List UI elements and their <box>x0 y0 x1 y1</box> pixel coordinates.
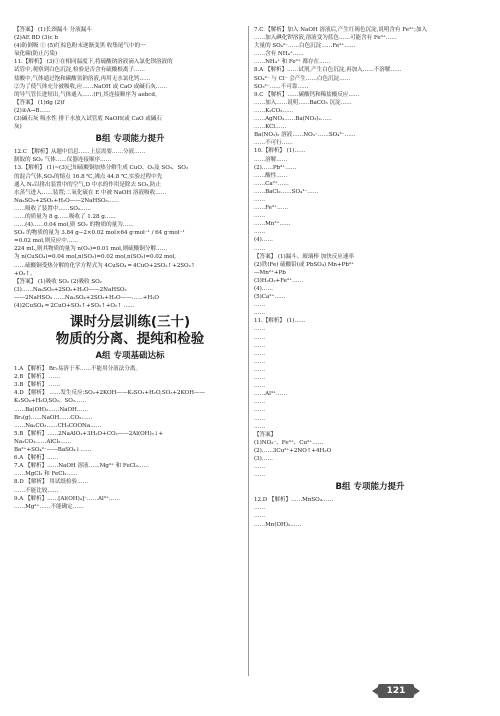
text-line: SO₃²⁻……不可靠…… <box>254 83 309 90</box>
text-line: 2.B 【解析】 …… <box>14 374 61 381</box>
text-line: 7.C 【解析】加入 NaOH 溶液后,产生红褐色沉淀,说明含有 Fe³⁺;加入 <box>254 27 428 33</box>
text-line: …… <box>254 375 266 382</box>
text-line: ②为了使气体充分被吸收,应……NaOH 或 CaO 或碱石灰…… <box>14 83 167 90</box>
right-column <box>254 26 486 529</box>
text-line: …… <box>254 415 266 422</box>
text-line: …… <box>254 310 266 317</box>
text-line: 6.A 【解析】…… <box>14 455 59 462</box>
text-line: 【答案】 (1)dg (2)f <box>14 99 65 106</box>
text-line: ……Fe²⁺…… <box>254 205 289 212</box>
text-line: 9.A 【解析】……[Al(OH)₄]⁻……Al³⁺…… <box>14 495 120 502</box>
text-line: ……不能比较…… <box>14 487 59 494</box>
lesson-subtitle: 物质的分离、提纯和检验 <box>55 331 205 348</box>
page-number: 121 <box>378 684 414 698</box>
text-line: 为 n(CuSO₄)=0.04 mol,n(SO₂)=0.02 mol,n(SO₃)=0.02 mol, <box>14 254 177 261</box>
text-line: ……KCl…… <box>254 124 287 131</box>
text-line: 的导气管长进短出,气体通入……(F),其连接顺序为 aebcd。 <box>14 91 161 98</box>
text-line: ……Ba(OH)₂……NaOH…… <box>14 406 88 413</box>
text-line: (2)②A→B…… <box>14 107 51 114</box>
section-heading-b-group-2: B组 专项能力提升 <box>335 482 405 493</box>
text-line: ……AgNO₃……Ba(NO₃)₂…… <box>254 116 332 123</box>
text-line: Na₂SO₃+2SO₂+H₂O——2NaHSO₃…… <box>14 197 119 204</box>
text-line: 5.B 【解析】……2NaAlO₂+3H₂O+CO₂——2Al(OH)₃↓+ <box>14 430 164 437</box>
right-answer-block-1 <box>254 26 486 479</box>
text-line: (2)……Pb²⁺…… <box>254 164 297 171</box>
text-line: 大量的 SO₄²⁻……白色沉淀……Fe²⁺…… <box>254 43 356 50</box>
text-line: 10.【解析】 (1)…… <box>254 148 306 155</box>
text-line: 1.A 【解析】 Br₂易溶于苯……不能用分液法分离。 <box>14 366 141 373</box>
text-line: 13.【解析】 (1)~(3)已知硫酸铜加热分解生成 CuO、O₂及 SO₃、SO₂ <box>14 165 188 172</box>
text-line: 通入 N₂以排出装置中的空气,D 中水的作用是除去 SO₃,防止 <box>14 181 162 188</box>
text-line: ……溶解…… <box>254 156 288 163</box>
text-line: (4)2CuSO₄ ═ 2CuO+SO₂↑+SO₃↑+O₂↑ …… <box>14 303 135 309</box>
text-line: 氧化碳(防止污染) <box>14 51 58 58</box>
text-line: …… <box>254 302 266 309</box>
text-line: 灰) <box>14 124 22 131</box>
text-line: …… <box>254 350 266 357</box>
text-line: Na₂CO₃……AlCl₃…… <box>14 438 72 445</box>
text-line: …… <box>254 334 266 341</box>
text-line: K₂SO₄+H₂O,SO₂、SO₃…… <box>14 398 87 405</box>
text-line: 224 mL,则其物质的量为 n(O₂)=0.01 mol,则硫酸铜分解…… <box>14 246 167 253</box>
text-line: …… <box>254 513 266 520</box>
text-line: (5)Ca²⁺…… <box>254 294 286 301</box>
text-line: 水蒸气进入……装置;二氧化硫在 E 中被 NaOH 溶液吸收…… <box>14 189 167 196</box>
section-heading-a-group: A组 专项基础达标 <box>95 351 165 362</box>
text-line: …… <box>254 342 266 349</box>
section-heading-b-group-1: B组 专项能力提升 <box>95 134 165 145</box>
text-line: 的混合气体,SO₃的熔点 16.8 ℃,沸点 44.8 ℃,实验过程中先 <box>14 173 163 180</box>
text-line: Ba(NO₃)₂ 溶液……NO₃⁻……SO₄²⁻…… <box>254 132 356 139</box>
text-line: …… <box>254 383 266 390</box>
text-line: ……Mg²⁺……不能确定…… <box>14 503 84 510</box>
text-line: ……Na₂CO₃……CH₃COONa…… <box>14 422 102 429</box>
text-line: 7.A 【解析】……NaOH 溶液……Mg²⁺ 和 FeCl₃…… <box>14 463 149 470</box>
text-line: ……硫酸铜受热分解的化学方程式为 4CuSO₄ ═ 4CuO+2SO₃↑+2SO₂↑ <box>14 262 196 269</box>
text-line: (2)AE BD (3)c b <box>14 35 58 42</box>
text-line: (3)碱石灰 吸水性 排干水放入试管底 NaOH(或 CaO 或碱石 <box>14 116 162 123</box>
text-line: SO₄²⁻ 与 Cl⁻ 会产生……白色沉淀…… <box>254 75 351 82</box>
text-line: 【答案】 (1)漏斗、玻璃棒 加快反应速率 <box>254 253 354 260</box>
text-line: ……NH₄⁺ 和 Fe²⁺ 都存在…… <box>254 59 331 66</box>
text-line: Ba²⁺+SO₄²⁻——BaSO₄↓…… <box>14 447 92 454</box>
text-line: ……MgCl₂ 和 FeCl₂…… <box>14 471 78 478</box>
text-line: =0.02 mol,则反应中…… <box>14 238 78 245</box>
text-line: …… <box>254 326 266 333</box>
text-line: 【答案】 <box>254 431 277 438</box>
left-column <box>14 26 246 511</box>
text-line: …… <box>254 399 266 406</box>
right-answer-block-2 <box>254 496 486 528</box>
text-line: (3)……Na₂SO₃+2SO₂+H₂O——2NaHSO₃ <box>14 286 127 293</box>
text-line: 【答案】 (1)吸收 SO₃ (2)吸收 SO₂ <box>14 278 102 285</box>
text-line: (2)铁(Fe) 硫酸铅(或 PbSO₄) Mn+Pb²⁺ <box>254 261 354 268</box>
text-line: 11.【解析】 (1)…… <box>254 318 306 325</box>
text-line: ……加入……说明……BaCO₃ 沉淀…… <box>254 99 352 106</box>
text-line: …… <box>254 245 266 252</box>
text-line: (1)NO₃⁻、Fe³⁺、Cu²⁺…… <box>254 439 324 446</box>
text-line: 3.B 【解析】 …… <box>14 382 61 389</box>
text-line: …… <box>254 464 266 471</box>
text-line: (3)…… <box>254 455 273 462</box>
text-line: ……Ca²⁺…… <box>254 180 289 187</box>
left-answer-block-1 <box>14 26 246 131</box>
text-line: ……吸收了装置中……SO₂…… <box>14 205 92 212</box>
text-line: ……BaCl₂……SO₄²⁻…… <box>254 188 319 195</box>
text-line: 制取的 SO₂ 气体……仪器连接顺序…… <box>14 157 112 164</box>
text-line: 12.D 【解析】……MnSO₄…… <box>254 497 333 504</box>
text-line: …… <box>254 196 266 203</box>
text-line: —Mn²⁺+Pb <box>254 269 286 276</box>
text-line: …… <box>254 229 266 236</box>
text-line: ——2NaHSO₃ ……Na₂SO₄+2SO₂+H₂O——……+H₂O <box>14 294 159 301</box>
text-line: ……酸性…… <box>254 172 288 179</box>
left-answer-block-2 <box>14 148 246 310</box>
text-line: 4.D 【解析】 ……发生反应:SO₂+2KOH——K₂SO₃+H₂O,SO₃+2KOH—— <box>14 390 205 397</box>
text-line: ……K₂CO₃…… <box>254 107 294 114</box>
text-line: +O₂↑。 <box>14 270 36 277</box>
left-answer-block-3 <box>14 365 246 511</box>
text-line: …… <box>254 423 266 430</box>
text-line: …… <box>254 213 266 220</box>
text-line: 试管中,观察到白色沉淀,检验是否含有硫酸根离子…… <box>14 67 145 74</box>
text-line: ……加入碘化钾溶液,溶液变为蓝色……可能含有 Fe³⁺…… <box>254 35 397 42</box>
text-line: ……Mn²⁺…… <box>254 221 291 228</box>
text-line: 12.C 【解析】从题中信息……上层需要……分液…… <box>14 149 146 156</box>
text-line: ……(4)……0.04 mol,则 SO₂ 的物质的量为…… <box>14 222 134 229</box>
text-line: ……Al³⁺…… <box>254 391 287 398</box>
text-line: …… <box>254 358 266 365</box>
text-line: ……不可行…… <box>254 140 293 147</box>
text-line: 8.A 【解析】……试剂,产生白色沉淀,再加入……不溶解…… <box>254 67 402 74</box>
text-line: …… <box>254 366 266 373</box>
lesson-title: 课时分层训练(三十) <box>69 314 191 331</box>
text-line: (4)防倒吸 ① (5)红棕色粉末逐渐变黑 收集尾气中的一 <box>14 43 146 50</box>
text-line: 【答案】 (1)长颈漏斗 分液漏斗 <box>14 27 92 33</box>
text-line: ……的质量为 8 g……吸收了 1.28 g…… <box>14 213 116 220</box>
text-line: (3)H₂O₂+Fe²⁺…… <box>254 277 304 284</box>
text-line: Br₂(g)……NaOH……CO₂…… <box>14 414 93 421</box>
text-line: 8.D 【解析】 用试纸检验…… <box>14 479 89 486</box>
text-line: ……含有 NH₄⁺…… <box>254 51 304 58</box>
text-line: (4)…… <box>254 286 273 292</box>
text-line: SO₂ 的物质的量为 3.84 g−2×0.02 mol×64 g·mol⁻¹ / 64 g·mol⁻¹ <box>14 230 185 237</box>
text-line: 11.【解析】 (3)①在相同温度下,将硫酸钠溶液滴入氯化钡溶液的 <box>14 59 173 66</box>
text-line: …… <box>254 407 266 414</box>
text-line: ……Mn(OH)₂…… <box>254 521 302 528</box>
text-line: …… <box>254 505 266 512</box>
text-line: 9.C 【解析】……碳酸钙和稀盐酸反应…… <box>254 91 360 98</box>
text-line: (4)…… <box>254 237 273 244</box>
column-divider <box>248 26 249 676</box>
text-line: 盐酸中,气体通过饱和碳酸氢钠溶液,再用无水氯化钙…… <box>14 75 151 82</box>
text-line: (2)……3Cu²⁺+2NO↑+4H₂O <box>254 447 332 454</box>
text-line: …… <box>254 472 266 479</box>
